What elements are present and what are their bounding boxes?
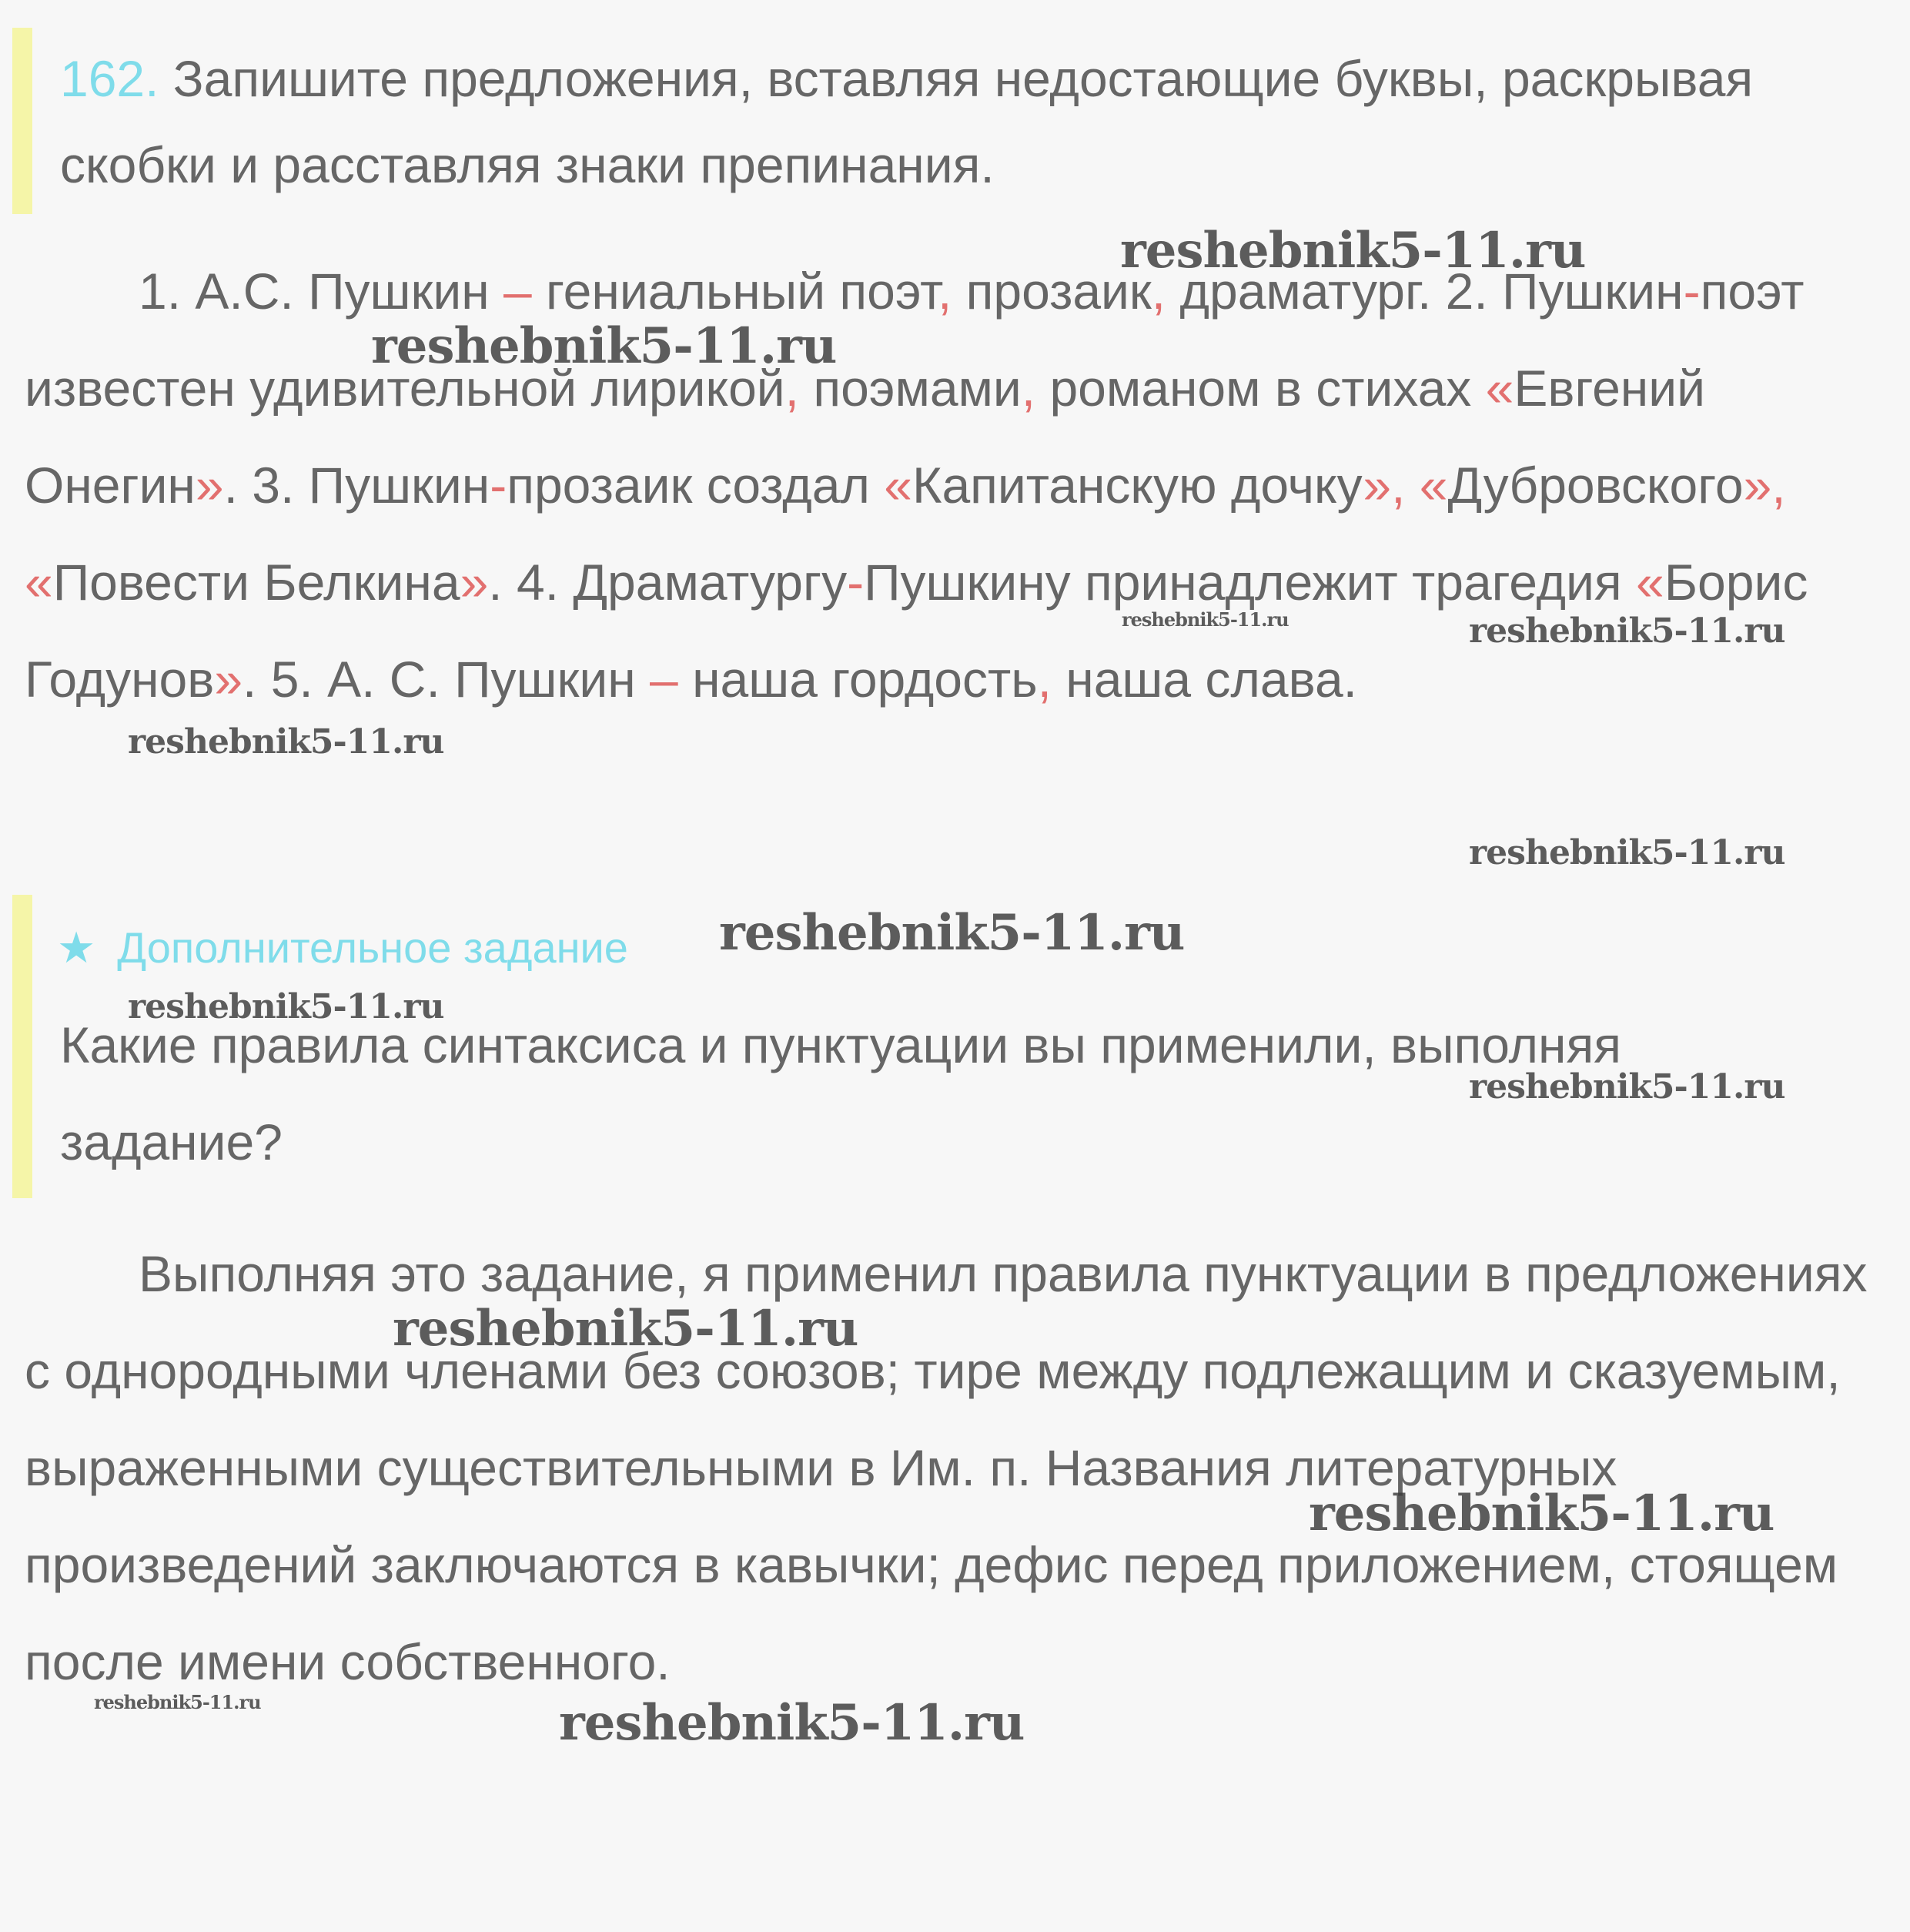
answer-text: . 3. Пушкин	[223, 457, 490, 514]
inserted-dash: –	[503, 263, 532, 320]
watermark: reshebnik5-11.ru	[128, 722, 444, 762]
inserted-quote: «	[1636, 554, 1664, 611]
explanation-paragraph: Выполняя это задание, я применил правила пунктуации в предложениях с однородными членами без союзов; тире между подлежащим и сказуемым, выраженными существительными в Им. п. Названия литературных произведений заключаются в кавычки; дефис перед приложением, стоящем после имени собственного.	[25, 1245, 1868, 1690]
inserted-comma: ,	[1021, 360, 1036, 417]
extra-task-label: Дополнительное задание	[117, 923, 628, 972]
answer-text: прозаик	[952, 263, 1152, 320]
watermark: reshebnik5-11.ru	[1469, 611, 1785, 651]
watermark: reshebnik5-11.ru	[719, 904, 1185, 962]
watermark: reshebnik5-11.ru	[94, 1691, 261, 1713]
answer-text: 1. А.С. Пушкин	[139, 263, 503, 320]
inserted-quote: »	[1363, 457, 1392, 514]
inserted-dash: –	[650, 651, 678, 708]
answer-text: . 5. А. С. Пушкин	[243, 651, 651, 708]
inserted-hyphen: -	[490, 457, 507, 514]
task-instruction	[60, 35, 1831, 208]
inserted-comma: ,	[1771, 457, 1786, 514]
answer-text: наша гордость	[677, 651, 1038, 708]
answer-text: наша слава.	[1051, 651, 1358, 708]
task-side-bar	[12, 28, 32, 214]
inserted-hyphen: -	[1683, 263, 1701, 320]
answer-text: романом в стихах	[1035, 360, 1486, 417]
answer-text: Дубровского	[1447, 457, 1744, 514]
answer-text: поэт известен удивительной лирикой	[25, 263, 1805, 417]
extra-task-title	[57, 921, 628, 975]
task-number: 162.	[60, 50, 159, 107]
answer-text: поэмами	[799, 360, 1022, 417]
watermark: reshebnik5-11.ru	[1122, 608, 1289, 631]
inserted-quote: »	[195, 457, 224, 514]
extra-side-bar	[12, 895, 32, 1198]
inserted-comma: ,	[1037, 651, 1052, 708]
inserted-comma: ,	[1391, 457, 1406, 514]
answer-text: Борис Годунов	[25, 554, 1808, 708]
watermark: reshebnik5-11.ru	[393, 1300, 858, 1358]
answer-text: прозаик создал	[507, 457, 885, 514]
inserted-comma: ,	[937, 263, 952, 320]
extra-question: Какие правила синтаксиса и пунктуации вы применили, выполняя задание?	[60, 1016, 1621, 1170]
inserted-quote: »	[460, 554, 489, 611]
answer-text: гениальный поэт	[531, 263, 938, 320]
inserted-quote: «	[25, 554, 53, 611]
answer-text: Евгений Онегин	[25, 360, 1705, 514]
inserted-quote: «	[1485, 360, 1514, 417]
watermark: reshebnik5-11.ru	[128, 987, 444, 1026]
watermark: reshebnik5-11.ru	[371, 317, 837, 375]
task-instruction-text: Запишите предложения, вставляя недостающие буквы, раскрывая скобки и расставляя знаки препинания.	[60, 50, 1754, 193]
star-icon: ★	[57, 923, 96, 972]
answer-text: Повести Белкина	[52, 554, 460, 611]
inserted-quote: «	[1419, 457, 1448, 514]
inserted-quote: »	[214, 651, 243, 708]
inserted-quote: »	[1743, 457, 1772, 514]
answer-paragraph	[25, 243, 1895, 728]
watermark: reshebnik5-11.ru	[559, 1694, 1025, 1752]
answer-text	[1405, 457, 1419, 514]
answer-text: . 4. Драматургу	[488, 554, 848, 611]
answer-text: Капитанскую дочку	[912, 457, 1363, 514]
inserted-comma: ,	[1151, 263, 1166, 320]
watermark: reshebnik5-11.ru	[1469, 1067, 1785, 1107]
watermark: reshebnik5-11.ru	[1309, 1485, 1775, 1542]
inserted-quote: «	[884, 457, 912, 514]
inserted-hyphen: -	[847, 554, 865, 611]
answer-text: Пушкину принадлежит трагедия	[864, 554, 1637, 611]
answer-text: драматург. 2. Пушкин	[1166, 263, 1684, 320]
inserted-comma: ,	[784, 360, 799, 417]
watermark: reshebnik5-11.ru	[1469, 833, 1785, 872]
watermark: reshebnik5-11.ru	[1120, 222, 1586, 280]
